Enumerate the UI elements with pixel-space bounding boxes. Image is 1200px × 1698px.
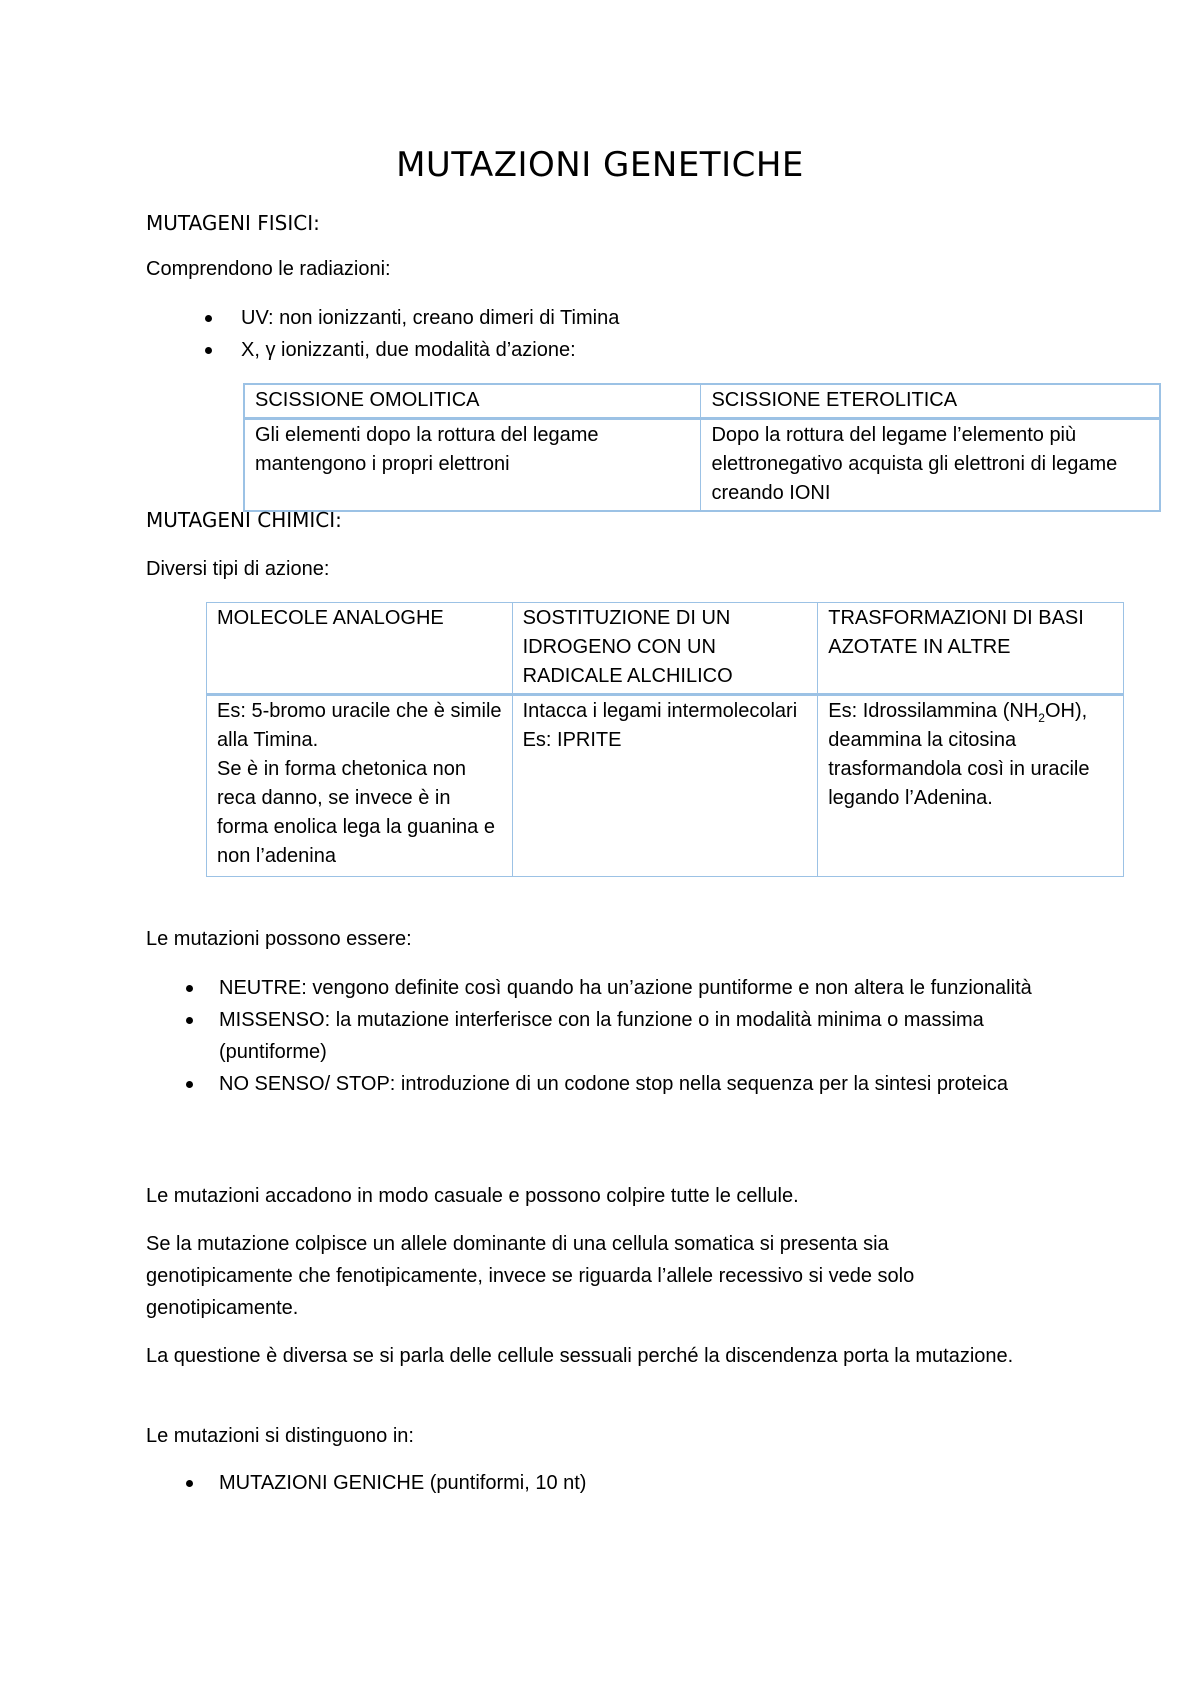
table-header-cell: TRASFORMAZIONI DI BASI AZOTATE IN ALTRE xyxy=(818,603,1124,695)
paragraph-casuale: Le mutazioni accadono in modo casuale e possono colpire tutte le cellule. xyxy=(146,1185,799,1207)
table-header-row xyxy=(244,384,1160,419)
list-item: UV: non ionizzanti, creano dimeri di Timina xyxy=(241,302,1061,334)
table-cell: Gli elementi dopo la rottura del legame mantengono i propri elettroni xyxy=(244,419,701,512)
table-header-cell: SCISSIONE ETEROLITICA xyxy=(701,384,1160,419)
table-row xyxy=(244,419,1160,512)
paragraph-cellule-sessuali: La questione è diversa se si parla delle cellule sessuali perché la discendenza porta la mutazione. xyxy=(146,1345,1014,1367)
azione-chimica-table xyxy=(206,602,1124,877)
bullet-icon xyxy=(205,347,212,354)
scissione-table xyxy=(243,383,1161,512)
table-row xyxy=(207,695,1124,877)
document-title: MUTAZIONI GENETICHE xyxy=(396,145,804,185)
heading-mutageni-chimici: MUTAGENI CHIMICI: xyxy=(146,508,342,532)
list-item: MUTAZIONI GENICHE (puntiformi, 10 nt) xyxy=(219,1467,1069,1499)
table-header-cell: SOSTITUZIONE DI UN IDROGENO CON UN RADICALE ALCHILICO xyxy=(512,603,818,695)
paragraph-azione-intro: Diversi tipi di azione: xyxy=(146,558,330,580)
table-header-row xyxy=(207,603,1124,695)
radiazioni-list xyxy=(241,302,1061,366)
paragraph-distinzioni-intro: Le mutazioni si distinguono in: xyxy=(146,1425,414,1447)
paragraph-radiazioni-intro: Comprendono le radiazioni: xyxy=(146,258,391,280)
bullet-icon xyxy=(186,1480,193,1487)
bullet-icon xyxy=(186,1081,193,1088)
table-cell: Es: Idrossilammina $(NH_2OH)$, deammina la citosina trasformandola così in uracile legando l’Adenina. xyxy=(818,695,1124,877)
paragraph-allele: Se la mutazione colpisce un allele dominante di una cellula somatica si presenta sia genotipicamente che fenotipicamente, invece se riguarda l’allele recessivo si vede solo genotipicamente. xyxy=(146,1233,915,1319)
list-item: NEUTRE: vengono definite così quando ha un’azione puntiforme e non altera le funzionalità xyxy=(219,972,1069,1004)
table-header-cell: SCISSIONE OMOLITICA xyxy=(244,384,701,419)
list-item: X, γ ionizzanti, due modalità d’azione: xyxy=(241,334,1061,366)
tipi-mutazioni-list xyxy=(219,972,1069,1100)
list-item: NO SENSO/ STOP: introduzione di un codone stop nella sequenza per la sintesi proteica xyxy=(219,1068,1069,1100)
list-item: MISSENSO: la mutazione interferisce con la funzione o in modalità minima o massima (puntiforme) xyxy=(219,1004,1069,1068)
table-cell: Es: 5-bromo uracile che è simile alla Timina. Se è in forma chetonica non reca danno, se invece è in forma enolica lega la guanina e non l’adenina xyxy=(207,695,513,877)
table-cell: Dopo la rottura del legame l’elemento più elettronegativo acquista gli elettroni di legame creando IONI xyxy=(701,419,1160,512)
paragraph-mutazioni-intro: Le mutazioni possono essere: xyxy=(146,928,412,950)
bullet-icon xyxy=(186,985,193,992)
table-cell: Intacca i legami intermolecolari Es: IPRITE xyxy=(512,695,818,877)
heading-mutageni-fisici: MUTAGENI FISICI: xyxy=(146,211,320,235)
table-header-cell: MOLECOLE ANALOGHE xyxy=(207,603,513,695)
bullet-icon xyxy=(205,315,212,322)
bullet-icon xyxy=(186,1017,193,1024)
distinzioni-list xyxy=(219,1467,1069,1499)
